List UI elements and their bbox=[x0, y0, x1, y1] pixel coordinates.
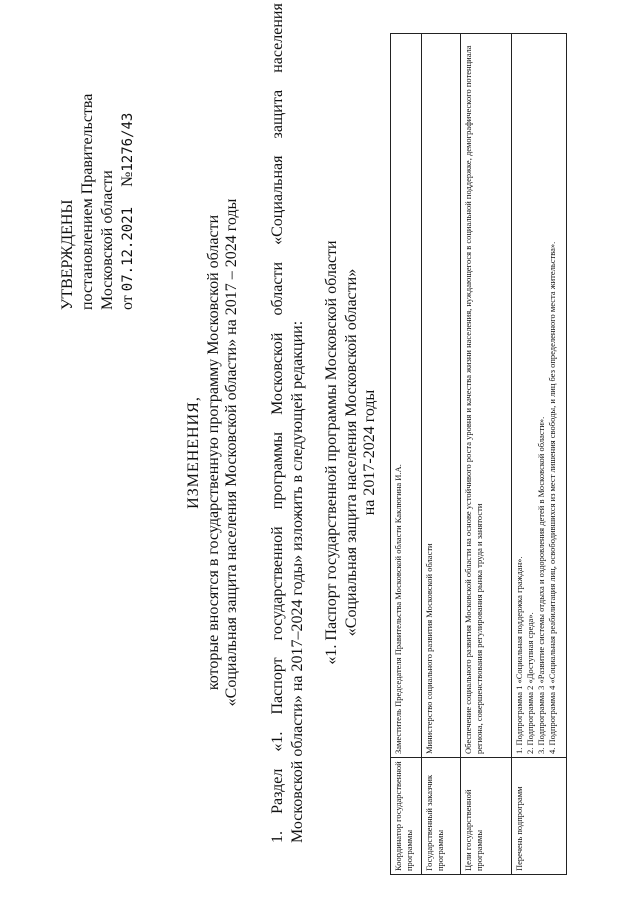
table-row bbox=[461, 34, 512, 875]
approval-date-line bbox=[118, 94, 138, 310]
approval-number: 1276/43 bbox=[120, 112, 136, 172]
approval-date: 07.12.2021 bbox=[120, 206, 136, 292]
section-word: защита bbox=[269, 89, 286, 139]
table-row bbox=[422, 34, 461, 875]
section-1-second-line: Московской области» на 2017–2024 годы» изложить в следующей редакции: bbox=[289, 320, 306, 843]
approval-region: Московской области bbox=[99, 170, 116, 310]
passport-years: на 2017-2024 годы bbox=[361, 389, 378, 516]
section-word: программы bbox=[269, 431, 286, 510]
approval-stamp bbox=[58, 94, 138, 310]
section-word: Раздел bbox=[269, 768, 286, 814]
row-label: Перечень подпрограмм bbox=[512, 758, 567, 875]
row-value: Обеспечение социального развития Московской области на основе устойчивого роста уровня и качества жизни населения, нуждающегося в социальной поддержке, демографического потенциала региона, совершенствования регулирования рынка труда и занятости bbox=[461, 34, 512, 758]
section-1-first-line bbox=[268, 3, 288, 843]
section-word: Московской bbox=[269, 332, 286, 415]
subprogram-item: 4. Подпрограмма 4 «Социальная реабилитация лиц, освободившихся из мест лишения свободы, и лиц без определенного места жительства». bbox=[547, 241, 557, 754]
section-word: «Социальная bbox=[269, 155, 286, 245]
passport-program-name: «Социальная защита населения Московской области» bbox=[343, 268, 360, 637]
table-row bbox=[391, 34, 422, 875]
section-word: области bbox=[269, 261, 286, 316]
passport-table bbox=[390, 33, 567, 875]
section-word: «1. bbox=[269, 731, 286, 752]
subprogram-item: 3. Подпрограмма 3 «Развитие системы отдыха и оздоровления детей в Московской области». bbox=[536, 416, 546, 754]
number-prefix: № bbox=[119, 171, 136, 187]
row-value: Заместитель Председателя Правительства Московской области Каклюгина И.А. bbox=[391, 34, 422, 758]
row-label: Государственный заказчик программы bbox=[422, 758, 461, 875]
row-label: Цели государственной программы bbox=[461, 758, 512, 875]
approval-heading: УТВЕРЖДЕНЫ bbox=[59, 199, 76, 310]
subprogram-item: 1. Подпрограмма 1 «Социальная поддержка граждан». bbox=[514, 556, 524, 754]
section-word: 1. bbox=[269, 831, 286, 843]
section-word: Паспорт bbox=[269, 657, 286, 715]
passport-title: «1. Паспорт государственной программы Московской области bbox=[323, 240, 340, 665]
row-label: Координатор государственной программы bbox=[391, 758, 422, 875]
document-subtitle: которые вносятся в государственную программу Московской области bbox=[205, 214, 222, 691]
section-1-paragraph bbox=[268, 3, 308, 843]
row-value: Министерство социального развития Московской области bbox=[422, 34, 461, 758]
table-row bbox=[512, 34, 567, 875]
section-word: населения bbox=[269, 3, 286, 73]
document-title: ИЗМЕНЕНИЯ, bbox=[185, 396, 202, 509]
row-value-subprograms bbox=[512, 34, 567, 758]
subprogram-item: 2. Подпрограмма 2 «Доступная среда». bbox=[525, 612, 535, 754]
document-subtitle-program: «Социальная защита населения Московской области» на 2017 – 2024 годы bbox=[223, 198, 240, 707]
approval-decree: постановлением Правительства bbox=[79, 93, 96, 310]
section-word: государственной bbox=[269, 526, 286, 641]
date-prefix: от bbox=[119, 295, 136, 310]
